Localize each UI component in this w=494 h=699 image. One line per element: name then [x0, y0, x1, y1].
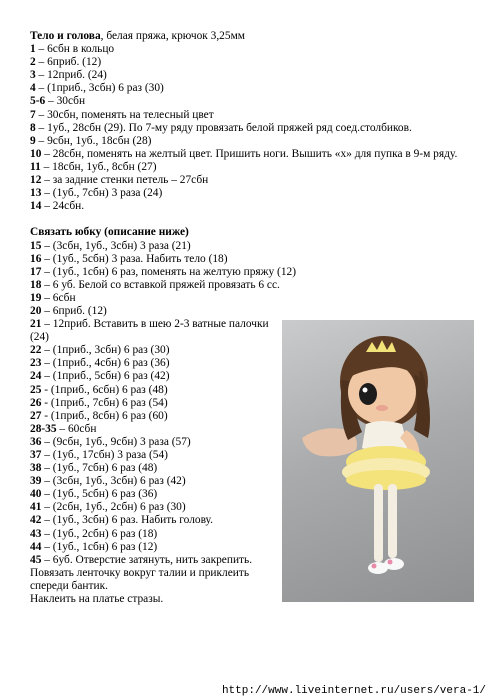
row-number: 12	[30, 174, 42, 187]
pattern-line	[30, 200, 460, 213]
row-instruction: – 24сбн.	[41, 200, 85, 213]
row-number: 7	[30, 108, 36, 121]
blank-line	[30, 213, 460, 226]
row-number: 22	[30, 344, 42, 357]
row-number: 37	[30, 449, 42, 461]
row-instruction: – (3сбн, 1уб., 3сбн) 3 раза (21)	[41, 239, 191, 252]
pattern-line	[30, 318, 275, 344]
pattern-line	[30, 305, 460, 318]
row-instruction: – (1приб., 4сбн) 6 раз (36)	[41, 357, 170, 370]
row-number: 8	[30, 121, 36, 134]
row-number: Тело и голова	[30, 30, 101, 42]
row-instruction: – 60сбн	[56, 422, 97, 435]
row-number: 42	[30, 514, 42, 527]
row-number: 9	[30, 134, 36, 147]
row-number: 15	[30, 239, 42, 252]
pattern-line	[30, 82, 460, 95]
row-instruction: – 1уб., 28сбн (29). По 7-му ряду провязать белой пряжей ряд соед.столбиков.	[35, 121, 412, 134]
row-number: 1	[30, 43, 36, 56]
row-number: 26	[30, 396, 42, 409]
row-instruction: – 6уб. Отверстие затянуть, нить закрепить.	[41, 553, 253, 566]
pattern-line	[30, 292, 460, 305]
row-instruction: – 9сбн, 1уб., 18сбн (28)	[35, 134, 152, 147]
pattern-line	[30, 174, 460, 187]
row-number: 39	[30, 475, 42, 488]
row-instruction: – (9сбн, 1уб., 9сбн) 3 раза (57)	[41, 435, 191, 448]
row-number: 18	[30, 278, 42, 291]
row-number: 14	[30, 200, 42, 213]
row-instruction: – 6приб. (12)	[35, 56, 102, 69]
row-instruction: – 6приб. (12)	[41, 304, 107, 317]
row-instruction: – (1уб., 1сбн) 6 раз, поменять на желтую пряжу (12)	[41, 265, 297, 278]
row-number: 17	[30, 265, 42, 278]
pattern-line	[30, 187, 460, 200]
row-instruction: - (1приб., 8сбн) 6 раз (60)	[41, 409, 168, 422]
row-instruction: – (1уб., 2сбн) 6 раз (18)	[41, 527, 158, 540]
row-number: 41	[30, 501, 42, 514]
pattern-line	[30, 226, 460, 239]
row-instruction: – 6 уб. Белой со вставкой пряжей провязать 6 сс.	[41, 278, 280, 291]
row-number: 11	[30, 160, 41, 173]
row-number: 23	[30, 357, 42, 370]
row-instruction: – 12приб. Вставить в шею 2-3 ватные палочки (24)	[30, 318, 269, 344]
row-number: 45	[30, 553, 42, 566]
pattern-line	[30, 43, 460, 56]
row-number: 24	[30, 370, 42, 383]
row-instruction: – (1уб., 3сбн) 6 раз. Набить голову.	[41, 514, 213, 527]
row-number: Связать юбку (описание ниже)	[30, 226, 189, 239]
row-instruction: – (1уб., 5сбн) 6 раз (36)	[41, 488, 158, 501]
pattern-line	[30, 135, 460, 148]
row-number: 38	[30, 462, 42, 475]
pattern-line	[30, 30, 460, 43]
row-number: 44	[30, 540, 42, 553]
row-number: 21	[30, 318, 42, 331]
pattern-line	[30, 161, 460, 174]
row-instruction: Повязать ленточку вокруг талии и приклеить спереди бантик.	[30, 566, 250, 592]
row-number: 43	[30, 527, 42, 540]
row-number: 40	[30, 488, 42, 501]
row-instruction: – (2сбн, 1уб., 2сбн) 6 раз (30)	[41, 501, 186, 514]
pattern-line	[30, 279, 460, 292]
row-number: 19	[30, 291, 42, 304]
row-instruction: – 18сбн, 1уб., 8сбн (27)	[40, 160, 157, 173]
row-instruction: – 28сбн, поменять на желтый цвет. Пришить ноги. Вышить «х» для пупка в 9-м ряду.	[41, 147, 458, 160]
pattern-line	[30, 109, 460, 122]
pattern-line	[30, 266, 460, 279]
row-instruction: – (1приб., 3сбн) 6 раз (30)	[41, 344, 170, 357]
row-number: 10	[30, 147, 42, 160]
doll-illustration	[282, 320, 474, 602]
row-number: 36	[30, 435, 42, 448]
row-number: 20	[30, 304, 42, 317]
row-instruction: – (1уб., 7сбн) 6 раз (48)	[41, 462, 158, 475]
pattern-line	[30, 56, 460, 69]
pattern-line	[30, 148, 460, 161]
row-instruction: – 12приб. (24)	[35, 69, 107, 82]
row-instruction: – (1приб., 5сбн) 6 раз (42)	[41, 370, 170, 383]
row-number: 3	[30, 69, 36, 82]
row-instruction: – 30сбн, поменять на телесный цвет	[35, 108, 214, 121]
row-number: 5-6	[30, 95, 46, 108]
row-instruction: – (1приб., 3сбн) 6 раз (30)	[35, 82, 164, 95]
pattern-line	[30, 95, 460, 108]
row-instruction: – за задние стенки петель – 27сбн	[41, 174, 209, 187]
row-number: 25	[30, 383, 42, 396]
row-number: 4	[30, 82, 36, 95]
pattern-line	[30, 122, 460, 135]
row-number: 27	[30, 409, 42, 422]
row-instruction: – 6сбн	[41, 291, 76, 304]
row-number: 2	[30, 56, 36, 69]
row-instruction: - (1приб., 7сбн) 6 раз (54)	[41, 396, 168, 409]
row-number: 28-35	[30, 422, 57, 435]
row-instruction: – (1уб., 5сбн) 3 раза. Набить тело (18)	[41, 252, 228, 265]
row-instruction: – (1уб., 7сбн) 3 раза (24)	[41, 187, 163, 200]
pattern-line	[30, 69, 460, 82]
source-url[interactable]: http://www.liveinternet.ru/users/vera-1/	[221, 685, 486, 697]
pattern-line	[30, 240, 460, 253]
doll-photo	[282, 320, 474, 602]
row-instruction: – (1уб., 1сбн) 6 раз (12)	[41, 540, 158, 553]
row-instruction: – (1уб., 17сбн) 3 раза (54)	[41, 449, 168, 461]
row-instruction: Наклеить на платье стразы.	[30, 593, 164, 606]
pattern-line	[30, 253, 460, 266]
row-instruction: - (1приб., 6сбн) 6 раз (48)	[41, 383, 168, 396]
row-instruction: – 6сбн в кольцо	[35, 43, 115, 56]
row-instruction: – (3сбн, 1уб., 3сбн) 6 раз (42)	[41, 475, 186, 488]
pattern-line	[30, 567, 275, 593]
row-number: 13	[30, 187, 42, 200]
row-instruction: , белая пряжа, крючок 3,25мм	[100, 30, 245, 42]
row-number: 16	[30, 252, 42, 265]
row-instruction: – 30сбн	[45, 95, 86, 108]
